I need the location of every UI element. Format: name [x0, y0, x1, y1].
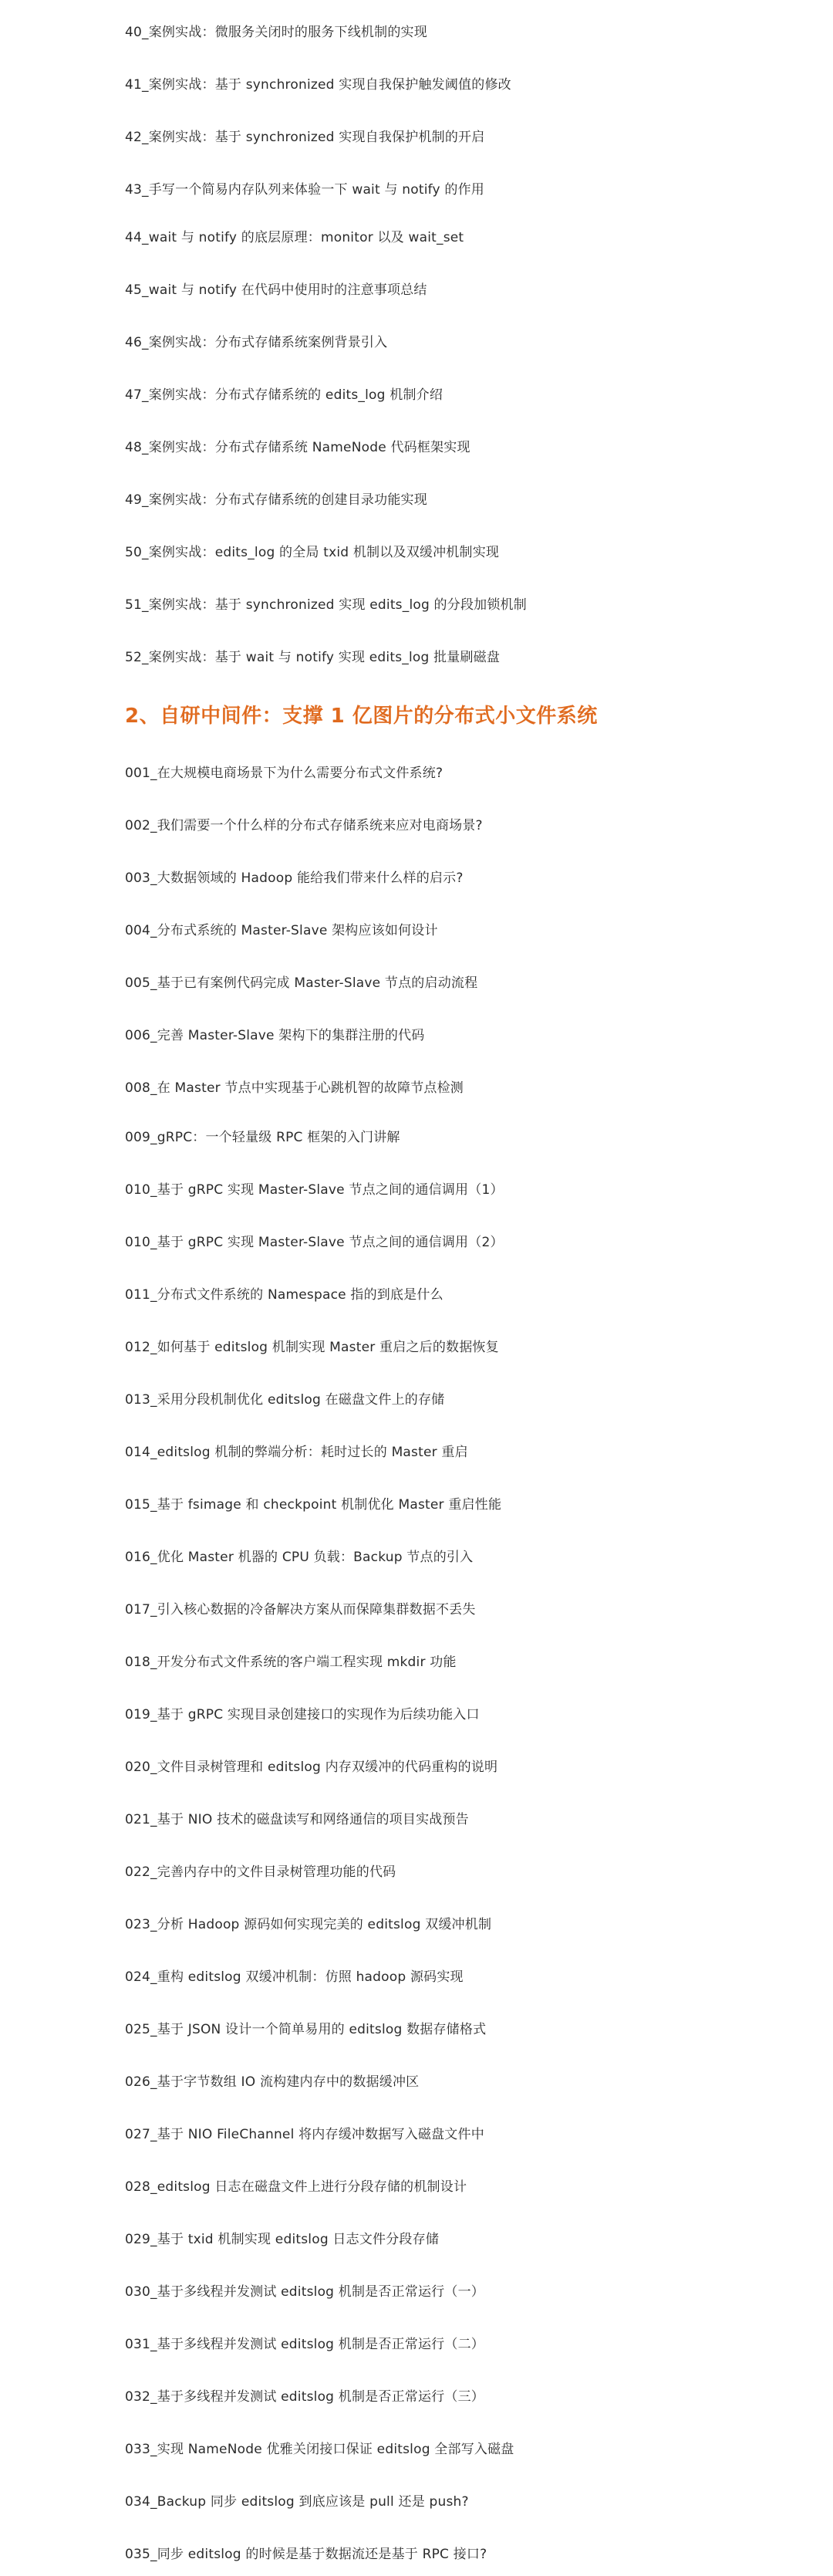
list-item: 013_采用分段机制优化 editslog 在磁盘文件上的存储 [125, 1392, 445, 1408]
list-item: 006_完善 Master-Slave 架构下的集群注册的代码 [125, 1028, 425, 1043]
list-item: 51_案例实战：基于 synchronized 实现 edits_log 的分段加锁机制 [125, 597, 527, 613]
list-item: 026_基于字节数组 IO 流构建内存中的数据缓冲区 [125, 2074, 420, 2090]
list-item: 017_引入核心数据的冷备解决方案从而保障集群数据不丢失 [125, 1602, 476, 1618]
list-item: 52_案例实战：基于 wait 与 notify 实现 edits_log 批量刷磁盘 [125, 650, 501, 665]
list-item: 016_优化 Master 机器的 CPU 负载：Backup 节点的引入 [125, 1550, 474, 1565]
list-item: 49_案例实战：分布式存储系统的创建目录功能实现 [125, 492, 427, 508]
list-item: 47_案例实战：分布式存储系统的 edits_log 机制介绍 [125, 387, 443, 403]
list-item: 008_在 Master 节点中实现基于心跳机智的故障节点检测 [125, 1080, 464, 1096]
list-item: 42_案例实战：基于 synchronized 实现自我保护机制的开启 [125, 130, 485, 145]
list-item: 012_如何基于 editslog 机制实现 Master 重启之后的数据恢复 [125, 1340, 499, 1355]
list-item: 010_基于 gRPC 实现 Master-Slave 节点之间的通信调用（1） [125, 1182, 504, 1198]
list-item: 021_基于 NIO 技术的磁盘读写和网络通信的项目实战预告 [125, 1812, 469, 1827]
list-item: 46_案例实战：分布式存储系统案例背景引入 [125, 335, 388, 350]
list-item: 009_gRPC：一个轻量级 RPC 框架的入门讲解 [125, 1130, 400, 1145]
list-item: 029_基于 txid 机制实现 editslog 日志文件分段存储 [125, 2232, 440, 2247]
list-item: 031_基于多线程并发测试 editslog 机制是否正常运行（二） [125, 2337, 484, 2352]
list-item: 50_案例实战：edits_log 的全局 txid 机制以及双缓冲机制实现 [125, 545, 500, 560]
list-item: 015_基于 fsimage 和 checkpoint 机制优化 Master 重启性能 [125, 1497, 502, 1513]
list-item: 40_案例实战：微服务关闭时的服务下线机制的实现 [125, 25, 427, 40]
list-item: 005_基于已有案例代码完成 Master-Slave 节点的启动流程 [125, 975, 478, 991]
list-item: 020_文件目录树管理和 editslog 内存双缓冲的代码重构的说明 [125, 1760, 498, 1775]
list-item: 011_分布式文件系统的 Namespace 指的到底是什么 [125, 1287, 443, 1303]
list-item: 022_完善内存中的文件目录树管理功能的代码 [125, 1864, 396, 1880]
list-item: 035_同步 editslog 的时候是基于数据流还是基于 RPC 接口? [125, 2547, 487, 2562]
list-item: 025_基于 JSON 设计一个简单易用的 editslog 数据存储格式 [125, 2022, 487, 2037]
list-item: 48_案例实战：分布式存储系统 NameNode 代码框架实现 [125, 440, 470, 455]
list-item: 002_我们需要一个什么样的分布式存储系统来应对电商场景? [125, 818, 483, 833]
list-item: 034_Backup 同步 editslog 到底应该是 pull 还是 push? [125, 2494, 469, 2510]
list-item: 018_开发分布式文件系统的客户端工程实现 mkdir 功能 [125, 1655, 457, 1670]
list-item: 027_基于 NIO FileChannel 将内存缓冲数据写入磁盘文件中 [125, 2127, 484, 2142]
list-item: 44_wait 与 notify 的底层原理：monitor 以及 wait_set [125, 230, 464, 245]
list-item: 030_基于多线程并发测试 editslog 机制是否正常运行（一） [125, 2284, 484, 2300]
list-item: 032_基于多线程并发测试 editslog 机制是否正常运行（三） [125, 2389, 484, 2405]
list-item: 010_基于 gRPC 实现 Master-Slave 节点之间的通信调用（2） [125, 1235, 504, 1250]
list-item: 033_实现 NameNode 优雅关闭接口保证 editslog 全部写入磁盘 [125, 2442, 514, 2457]
list-item: 014_editslog 机制的弊端分析：耗时过长的 Master 重启 [125, 1445, 468, 1460]
list-item: 004_分布式系统的 Master-Slave 架构应该如何设计 [125, 923, 438, 938]
list-item: 024_重构 editslog 双缓冲机制：仿照 hadoop 源码实现 [125, 1969, 464, 1985]
list-item: 45_wait 与 notify 在代码中使用时的注意事项总结 [125, 282, 427, 298]
list-item: 019_基于 gRPC 实现目录创建接口的实现作为后续功能入口 [125, 1707, 480, 1722]
list-item: 001_在大规模电商场景下为什么需要分布式文件系统? [125, 766, 443, 781]
list-item: 41_案例实战：基于 synchronized 实现自我保护触发阈值的修改 [125, 77, 511, 93]
list-item: 003_大数据领域的 Hadoop 能给我们带来什么样的启示? [125, 870, 464, 886]
section-heading: 2、自研中间件：支撑 1 亿图片的分布式小文件系统 [125, 705, 598, 728]
list-item: 023_分析 Hadoop 源码如何实现完美的 editslog 双缓冲机制 [125, 1917, 492, 1932]
list-item: 028_editslog 日志在磁盘文件上进行分段存储的机制设计 [125, 2179, 467, 2195]
list-item: 43_手写一个简易内存队列来体验一下 wait 与 notify 的作用 [125, 182, 484, 198]
